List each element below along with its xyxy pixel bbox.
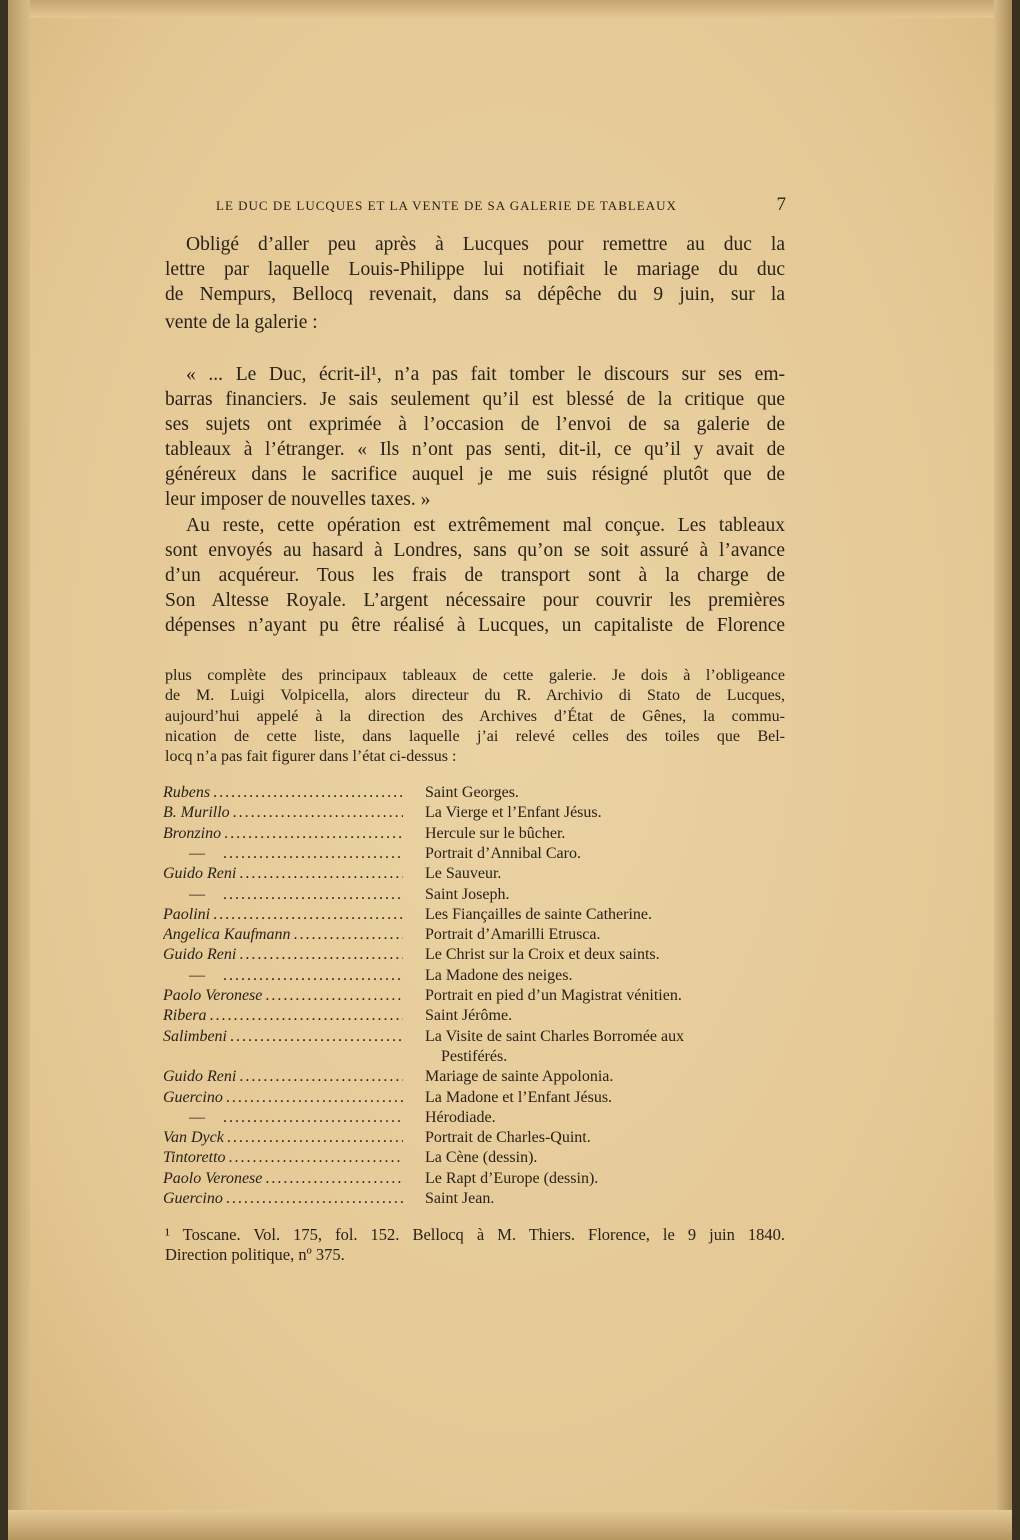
painting-row: [163, 1006, 788, 1026]
body-line: barras financiers. Je sais seulement qu’il est blessé de la critique que: [165, 389, 785, 410]
painting-title: Saint Georges.: [425, 784, 519, 801]
painting-row: [163, 864, 788, 884]
painting-title: Le Rapt d’Europe (dessin).: [425, 1169, 599, 1187]
body-line: Au reste, cette opération est extrêmement mal conçue. Les tableaux: [186, 515, 785, 536]
page-edge-left: [8, 0, 30, 1540]
footnote-line: ¹ Toscane. Vol. 175, fol. 152. Bellocq à M. Thiers. Florence, le 9 juin 1840.: [165, 1225, 785, 1244]
painting-author: — . . .: [163, 1108, 403, 1128]
painting-row: [163, 1027, 788, 1047]
painting-row: [163, 803, 788, 823]
painting-author: Salimbeni . . .: [163, 1027, 403, 1047]
painting-row: [163, 986, 788, 1006]
footnote-line: Direction politique, nº 375.: [165, 1245, 345, 1264]
painting-title: La Madone des neiges.: [425, 966, 573, 984]
page-edge-right: [994, 0, 1012, 1540]
body-line: de Nempurs, Bellocq revenait, dans sa dépêche du 9 juin, sur la: [165, 284, 785, 305]
note-line: locq n’a pas fait figurer dans l’état ci-dessus :: [165, 748, 457, 766]
painting-title: Saint Jérôme.: [425, 1007, 513, 1025]
painting-row: [163, 1169, 788, 1189]
body-line: tableaux à l’étranger. « Ils n’ont pas senti, dit-il, ce qu’il y avait de: [165, 439, 785, 460]
painting-row: [163, 1148, 788, 1168]
page-edge-top: [8, 0, 1012, 18]
painting-row: [163, 1128, 788, 1148]
body-line: d’un acquéreur. Tous les frais de transport sont à la charge de: [165, 565, 785, 586]
painting-row: [163, 1189, 788, 1209]
body-line: généreux dans le sacrifice auquel je me suis résigné plutôt que de: [165, 464, 785, 485]
painting-title: Le Christ sur la Croix et deux saints.: [425, 946, 660, 964]
note-line: de M. Luigi Volpicella, alors directeur du R. Archivio di Stato de Lucques,: [165, 687, 785, 705]
painting-author: Guido Reni . . .: [163, 864, 403, 884]
painting-title: La Visite de saint Charles Borromée aux: [425, 1027, 685, 1045]
painting-row: [163, 1108, 788, 1128]
painting-row: [163, 844, 788, 864]
painting-author: Ribera . . .: [163, 1006, 403, 1026]
painting-author: Bronzino . . .: [163, 824, 403, 844]
painting-author: Paolo Veronese . . .: [163, 1169, 403, 1189]
painting-row: [163, 945, 788, 965]
painting-title: Saint Joseph.: [425, 885, 510, 903]
painting-author: Angelica Kaufmann . . .: [163, 925, 403, 945]
running-title: LE DUC DE LUCQUES ET LA VENTE DE SA GALERIE DE TABLEAUX: [216, 198, 677, 213]
body-line: Obligé d’aller peu après à Lucques pour remettre au duc la: [186, 234, 785, 255]
painting-author: B. Murillo . . .: [163, 803, 403, 823]
painting-author: Guido Reni . . .: [163, 945, 403, 965]
note-line: plus complète des principaux tableaux de cette galerie. Je dois à l’obligeance: [165, 667, 785, 684]
painting-title: Portrait de Charles-Quint.: [425, 1129, 591, 1147]
painting-row: [163, 824, 788, 844]
painting-title: Hercule sur le bûcher.: [425, 824, 566, 842]
painting-row: [163, 783, 788, 803]
painting-title: La Cène (dessin).: [425, 1149, 538, 1167]
painting-author: Guercino . . .: [163, 1088, 403, 1108]
painting-row: [163, 1088, 788, 1108]
note-line: nication de cette liste, dans laquelle j’ai relevé celles des toiles que Bel-: [165, 727, 785, 745]
painting-row-continuation: [163, 1047, 788, 1067]
painting-title: La Madone et l’Enfant Jésus.: [425, 1088, 613, 1106]
painting-author: Rubens . . .: [163, 783, 403, 803]
painting-author: Guercino . . .: [163, 1189, 403, 1209]
painting-author: Van Dyck . . .: [163, 1128, 403, 1148]
painting-title: Les Fiançailles de sainte Catherine.: [425, 905, 653, 923]
body-line: dépenses n’ayant pu être réalisé à Lucques, un capitaliste de Florence: [165, 615, 785, 636]
painting-author: Tintoretto . . .: [163, 1148, 403, 1168]
painting-title-continuation: Pestiférés.: [441, 1047, 508, 1065]
book-page: [8, 0, 1012, 1540]
page-edge-bottom: [8, 1510, 1012, 1540]
painting-author: Guido Reni . . .: [163, 1067, 403, 1087]
painting-author: Paolo Veronese . . .: [163, 986, 403, 1006]
painting-title: Portrait d’Annibal Caro.: [425, 844, 581, 862]
painting-row: [163, 1067, 788, 1087]
painting-title: Hérodiade.: [425, 1108, 496, 1126]
painting-title: Portrait d’Amarilli Etrusca.: [425, 926, 601, 944]
painting-row: [163, 885, 788, 905]
painting-title: Mariage de sainte Appolonia.: [425, 1068, 614, 1086]
running-header: [216, 194, 786, 216]
painting-title: Portrait en pied d’un Magistrat vénitien.: [425, 987, 682, 1004]
body-line: vente de la galerie :: [165, 312, 318, 333]
note-line: aujourd’hui appelé à la direction des Archives d’État de Gênes, la commu-: [165, 707, 785, 725]
body-line: sont envoyés au hasard à Londres, sans qu’on se soit assuré à l’avance: [165, 540, 785, 561]
painting-author: — . . .: [163, 966, 403, 986]
painting-title: Le Sauveur.: [425, 865, 502, 883]
painting-author: — . . .: [163, 844, 403, 864]
page-number: 7: [776, 194, 786, 215]
painting-author: — . . .: [163, 885, 403, 905]
body-line: ses sujets ont exprimée à l’occasion de l’envoi de sa galerie de: [165, 414, 785, 435]
body-line: « ... Le Duc, écrit-il¹, n’a pas fait tomber le discours sur ses em-: [186, 364, 785, 385]
painting-author: Paolini . . .: [163, 905, 403, 925]
painting-title: La Vierge et l’Enfant Jésus.: [425, 804, 602, 822]
body-line: Son Altesse Royale. L’argent nécessaire pour couvrir les premières: [165, 590, 785, 611]
painting-title: Saint Jean.: [425, 1190, 495, 1207]
painting-row: [163, 905, 788, 925]
painting-row: [163, 925, 788, 945]
body-line: lettre par laquelle Louis-Philippe lui notifiait le mariage du duc: [165, 259, 785, 280]
body-line: leur imposer de nouvelles taxes. »: [165, 489, 431, 510]
painting-row: [163, 966, 788, 986]
